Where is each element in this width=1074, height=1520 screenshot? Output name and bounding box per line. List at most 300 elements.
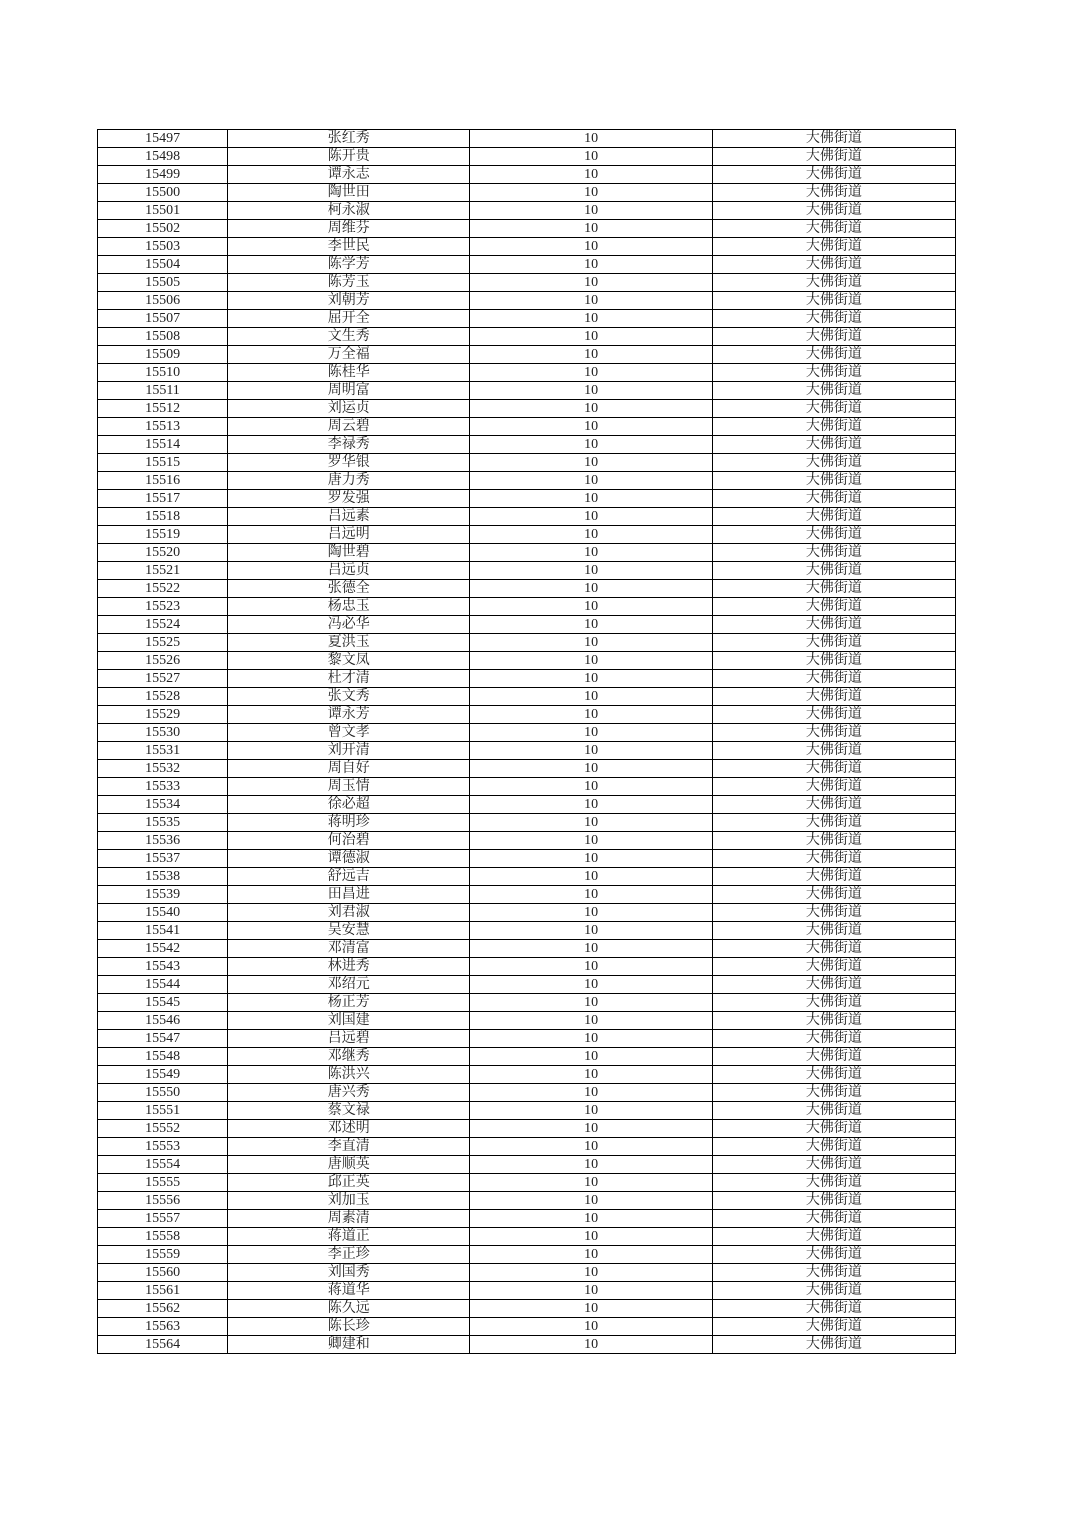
- name-cell: 文生秀: [228, 328, 470, 346]
- table-row: [98, 886, 956, 904]
- table-row: [98, 940, 956, 958]
- street-cell: 大佛街道: [712, 688, 955, 706]
- street-cell: 大佛街道: [712, 382, 955, 400]
- amount-cell: 10: [470, 382, 712, 400]
- name-cell: 蒋道华: [228, 1282, 470, 1300]
- street-cell: 大佛街道: [712, 364, 955, 382]
- row-number-cell: 15520: [98, 544, 228, 562]
- street-cell: 大佛街道: [712, 1192, 955, 1210]
- table-row: [98, 1210, 956, 1228]
- row-number-cell: 15533: [98, 778, 228, 796]
- name-cell: 陈洪兴: [228, 1066, 470, 1084]
- table-row: [98, 472, 956, 490]
- name-cell: 刘国秀: [228, 1264, 470, 1282]
- street-cell: 大佛街道: [712, 1156, 955, 1174]
- row-number-cell: 15554: [98, 1156, 228, 1174]
- street-cell: 大佛街道: [712, 958, 955, 976]
- table-row: [98, 814, 956, 832]
- table-row: [98, 508, 956, 526]
- amount-cell: 10: [470, 1120, 712, 1138]
- street-cell: 大佛街道: [712, 238, 955, 256]
- street-cell: 大佛街道: [712, 1102, 955, 1120]
- name-cell: 蔡文禄: [228, 1102, 470, 1120]
- street-cell: 大佛街道: [712, 706, 955, 724]
- name-cell: 李世民: [228, 238, 470, 256]
- amount-cell: 10: [470, 346, 712, 364]
- table-row: [98, 616, 956, 634]
- amount-cell: 10: [470, 436, 712, 454]
- street-cell: 大佛街道: [712, 346, 955, 364]
- amount-cell: 10: [470, 418, 712, 436]
- row-number-cell: 15511: [98, 382, 228, 400]
- street-cell: 大佛街道: [712, 148, 955, 166]
- row-number-cell: 15551: [98, 1102, 228, 1120]
- name-cell: 刘朝芳: [228, 292, 470, 310]
- table-row: [98, 904, 956, 922]
- name-cell: 杜才清: [228, 670, 470, 688]
- street-cell: 大佛街道: [712, 166, 955, 184]
- row-number-cell: 15507: [98, 310, 228, 328]
- row-number-cell: 15512: [98, 400, 228, 418]
- name-cell: 罗华银: [228, 454, 470, 472]
- row-number-cell: 15556: [98, 1192, 228, 1210]
- table-row: [98, 652, 956, 670]
- name-cell: 曾文孝: [228, 724, 470, 742]
- table-row: [98, 1030, 956, 1048]
- name-cell: 卿建和: [228, 1336, 470, 1354]
- street-cell: 大佛街道: [712, 436, 955, 454]
- name-cell: 唐力秀: [228, 472, 470, 490]
- row-number-cell: 15555: [98, 1174, 228, 1192]
- street-cell: 大佛街道: [712, 976, 955, 994]
- street-cell: 大佛街道: [712, 328, 955, 346]
- table-row: [98, 490, 956, 508]
- table-row: [98, 1174, 956, 1192]
- street-cell: 大佛街道: [712, 1120, 955, 1138]
- street-cell: 大佛街道: [712, 760, 955, 778]
- row-number-cell: 15521: [98, 562, 228, 580]
- row-number-cell: 15510: [98, 364, 228, 382]
- name-cell: 陈开贵: [228, 148, 470, 166]
- table-row: [98, 922, 956, 940]
- amount-cell: 10: [470, 886, 712, 904]
- amount-cell: 10: [470, 1300, 712, 1318]
- amount-cell: 10: [470, 940, 712, 958]
- name-cell: 周素清: [228, 1210, 470, 1228]
- street-cell: 大佛街道: [712, 256, 955, 274]
- name-cell: 冯必华: [228, 616, 470, 634]
- row-number-cell: 15559: [98, 1246, 228, 1264]
- table-row: [98, 526, 956, 544]
- name-cell: 徐必超: [228, 796, 470, 814]
- table-row: [98, 256, 956, 274]
- table-row: [98, 832, 956, 850]
- name-cell: 夏洪玉: [228, 634, 470, 652]
- street-cell: 大佛街道: [712, 1336, 955, 1354]
- name-cell: 张德全: [228, 580, 470, 598]
- row-number-cell: 15517: [98, 490, 228, 508]
- name-cell: 陈桂华: [228, 364, 470, 382]
- street-cell: 大佛街道: [712, 796, 955, 814]
- street-cell: 大佛街道: [712, 220, 955, 238]
- name-cell: 刘运贞: [228, 400, 470, 418]
- table-row: [98, 310, 956, 328]
- street-cell: 大佛街道: [712, 1066, 955, 1084]
- table-row: [98, 1102, 956, 1120]
- street-cell: 大佛街道: [712, 130, 955, 148]
- row-number-cell: 15519: [98, 526, 228, 544]
- table-row: [98, 202, 956, 220]
- name-cell: 柯永淑: [228, 202, 470, 220]
- street-cell: 大佛街道: [712, 832, 955, 850]
- name-cell: 周云碧: [228, 418, 470, 436]
- amount-cell: 10: [470, 760, 712, 778]
- street-cell: 大佛街道: [712, 1300, 955, 1318]
- table-row: [98, 364, 956, 382]
- amount-cell: 10: [470, 652, 712, 670]
- amount-cell: 10: [470, 220, 712, 238]
- row-number-cell: 15515: [98, 454, 228, 472]
- name-cell: 刘君淑: [228, 904, 470, 922]
- name-cell: 刘加玉: [228, 1192, 470, 1210]
- row-number-cell: 15547: [98, 1030, 228, 1048]
- amount-cell: 10: [470, 1012, 712, 1030]
- row-number-cell: 15546: [98, 1012, 228, 1030]
- street-cell: 大佛街道: [712, 544, 955, 562]
- amount-cell: 10: [470, 562, 712, 580]
- amount-cell: 10: [470, 850, 712, 868]
- amount-cell: 10: [470, 796, 712, 814]
- street-cell: 大佛街道: [712, 778, 955, 796]
- table-row: [98, 1264, 956, 1282]
- amount-cell: 10: [470, 544, 712, 562]
- street-cell: 大佛街道: [712, 274, 955, 292]
- row-number-cell: 15564: [98, 1336, 228, 1354]
- street-cell: 大佛街道: [712, 1012, 955, 1030]
- amount-cell: 10: [470, 508, 712, 526]
- table-row: [98, 850, 956, 868]
- amount-cell: 10: [470, 328, 712, 346]
- street-cell: 大佛街道: [712, 652, 955, 670]
- amount-cell: 10: [470, 634, 712, 652]
- amount-cell: 10: [470, 472, 712, 490]
- name-cell: 邓清富: [228, 940, 470, 958]
- name-cell: 张文秀: [228, 688, 470, 706]
- row-number-cell: 15536: [98, 832, 228, 850]
- row-number-cell: 15508: [98, 328, 228, 346]
- table-row: [98, 274, 956, 292]
- street-cell: 大佛街道: [712, 454, 955, 472]
- table-row: [98, 1228, 956, 1246]
- amount-cell: 10: [470, 580, 712, 598]
- row-number-cell: 15544: [98, 976, 228, 994]
- street-cell: 大佛街道: [712, 292, 955, 310]
- row-number-cell: 15514: [98, 436, 228, 454]
- table-row: [98, 706, 956, 724]
- row-number-cell: 15548: [98, 1048, 228, 1066]
- table-row: [98, 292, 956, 310]
- street-cell: 大佛街道: [712, 724, 955, 742]
- amount-cell: 10: [470, 1048, 712, 1066]
- name-cell: 吕远明: [228, 526, 470, 544]
- table-row: [98, 220, 956, 238]
- name-cell: 杨正芳: [228, 994, 470, 1012]
- table-row: [98, 1012, 956, 1030]
- name-cell: 陶世碧: [228, 544, 470, 562]
- amount-cell: 10: [470, 1102, 712, 1120]
- street-cell: 大佛街道: [712, 202, 955, 220]
- name-cell: 吴安慧: [228, 922, 470, 940]
- table-row: [98, 1084, 956, 1102]
- name-cell: 李禄秀: [228, 436, 470, 454]
- street-cell: 大佛街道: [712, 490, 955, 508]
- row-number-cell: 15539: [98, 886, 228, 904]
- street-cell: 大佛街道: [712, 850, 955, 868]
- table-row: [98, 1048, 956, 1066]
- row-number-cell: 15553: [98, 1138, 228, 1156]
- street-cell: 大佛街道: [712, 184, 955, 202]
- amount-cell: 10: [470, 1264, 712, 1282]
- row-number-cell: 15505: [98, 274, 228, 292]
- amount-cell: 10: [470, 904, 712, 922]
- row-number-cell: 15563: [98, 1318, 228, 1336]
- street-cell: 大佛街道: [712, 1048, 955, 1066]
- amount-cell: 10: [470, 490, 712, 508]
- street-cell: 大佛街道: [712, 418, 955, 436]
- street-cell: 大佛街道: [712, 1264, 955, 1282]
- name-cell: 周玉情: [228, 778, 470, 796]
- row-number-cell: 15527: [98, 670, 228, 688]
- row-number-cell: 15504: [98, 256, 228, 274]
- street-cell: 大佛街道: [712, 1246, 955, 1264]
- amount-cell: 10: [470, 1336, 712, 1354]
- table-row: [98, 958, 956, 976]
- row-number-cell: 15557: [98, 1210, 228, 1228]
- street-cell: 大佛街道: [712, 1030, 955, 1048]
- street-cell: 大佛街道: [712, 886, 955, 904]
- street-cell: 大佛街道: [712, 670, 955, 688]
- table-row: [98, 1138, 956, 1156]
- row-number-cell: 15513: [98, 418, 228, 436]
- row-number-cell: 15499: [98, 166, 228, 184]
- amount-cell: 10: [470, 922, 712, 940]
- table-row: [98, 760, 956, 778]
- name-cell: 李正珍: [228, 1246, 470, 1264]
- name-cell: 邓绍元: [228, 976, 470, 994]
- row-number-cell: 15542: [98, 940, 228, 958]
- row-number-cell: 15516: [98, 472, 228, 490]
- amount-cell: 10: [470, 1210, 712, 1228]
- row-number-cell: 15535: [98, 814, 228, 832]
- amount-cell: 10: [470, 364, 712, 382]
- amount-cell: 10: [470, 688, 712, 706]
- table-row: [98, 1120, 956, 1138]
- name-cell: 陈长珍: [228, 1318, 470, 1336]
- name-cell: 吕远贞: [228, 562, 470, 580]
- amount-cell: 10: [470, 1246, 712, 1264]
- row-number-cell: 15540: [98, 904, 228, 922]
- amount-cell: 10: [470, 1084, 712, 1102]
- amount-cell: 10: [470, 706, 712, 724]
- street-cell: 大佛街道: [712, 508, 955, 526]
- amount-cell: 10: [470, 238, 712, 256]
- table-row: [98, 1336, 956, 1354]
- name-cell: 万全福: [228, 346, 470, 364]
- street-cell: 大佛街道: [712, 634, 955, 652]
- table-row: [98, 1282, 956, 1300]
- name-cell: 吕远碧: [228, 1030, 470, 1048]
- amount-cell: 10: [470, 292, 712, 310]
- name-cell: 刘国建: [228, 1012, 470, 1030]
- row-number-cell: 15550: [98, 1084, 228, 1102]
- street-cell: 大佛街道: [712, 526, 955, 544]
- amount-cell: 10: [470, 130, 712, 148]
- name-cell: 谭德淑: [228, 850, 470, 868]
- amount-cell: 10: [470, 1192, 712, 1210]
- amount-cell: 10: [470, 742, 712, 760]
- row-number-cell: 15526: [98, 652, 228, 670]
- name-cell: 唐顺英: [228, 1156, 470, 1174]
- table-row: [98, 544, 956, 562]
- amount-cell: 10: [470, 958, 712, 976]
- street-cell: 大佛街道: [712, 616, 955, 634]
- name-cell: 陈芳玉: [228, 274, 470, 292]
- name-cell: 吕远素: [228, 508, 470, 526]
- amount-cell: 10: [470, 1228, 712, 1246]
- row-number-cell: 15532: [98, 760, 228, 778]
- amount-cell: 10: [470, 994, 712, 1012]
- street-cell: 大佛街道: [712, 994, 955, 1012]
- table-row: [98, 454, 956, 472]
- amount-cell: 10: [470, 526, 712, 544]
- amount-cell: 10: [470, 400, 712, 418]
- amount-cell: 10: [470, 1030, 712, 1048]
- table-row: [98, 1066, 956, 1084]
- table-row: [98, 778, 956, 796]
- name-cell: 邓继秀: [228, 1048, 470, 1066]
- street-cell: 大佛街道: [712, 922, 955, 940]
- table-row: [98, 166, 956, 184]
- row-number-cell: 15518: [98, 508, 228, 526]
- amount-cell: 10: [470, 1282, 712, 1300]
- table-row: [98, 418, 956, 436]
- name-cell: 陈久远: [228, 1300, 470, 1318]
- name-cell: 何治碧: [228, 832, 470, 850]
- amount-cell: 10: [470, 274, 712, 292]
- table-row: [98, 1300, 956, 1318]
- table-row: [98, 1246, 956, 1264]
- row-number-cell: 15562: [98, 1300, 228, 1318]
- name-cell: 林进秀: [228, 958, 470, 976]
- row-number-cell: 15549: [98, 1066, 228, 1084]
- street-cell: 大佛街道: [712, 1138, 955, 1156]
- name-cell: 邱正英: [228, 1174, 470, 1192]
- amount-cell: 10: [470, 976, 712, 994]
- row-number-cell: 15502: [98, 220, 228, 238]
- row-number-cell: 15522: [98, 580, 228, 598]
- table-row: [98, 796, 956, 814]
- table-row: [98, 238, 956, 256]
- name-cell: 周自好: [228, 760, 470, 778]
- name-cell: 蒋道正: [228, 1228, 470, 1246]
- amount-cell: 10: [470, 454, 712, 472]
- row-number-cell: 15506: [98, 292, 228, 310]
- table-row: [98, 598, 956, 616]
- amount-cell: 10: [470, 778, 712, 796]
- street-cell: 大佛街道: [712, 1228, 955, 1246]
- table-row: [98, 742, 956, 760]
- table-row: [98, 688, 956, 706]
- street-cell: 大佛街道: [712, 1318, 955, 1336]
- street-cell: 大佛街道: [712, 580, 955, 598]
- amount-cell: 10: [470, 1138, 712, 1156]
- table-row: [98, 868, 956, 886]
- name-cell: 蒋明珍: [228, 814, 470, 832]
- amount-cell: 10: [470, 868, 712, 886]
- street-cell: 大佛街道: [712, 472, 955, 490]
- amount-cell: 10: [470, 148, 712, 166]
- row-number-cell: 15509: [98, 346, 228, 364]
- roster-body: [98, 130, 956, 1354]
- name-cell: 李直清: [228, 1138, 470, 1156]
- row-number-cell: 15524: [98, 616, 228, 634]
- row-number-cell: 15534: [98, 796, 228, 814]
- row-number-cell: 15529: [98, 706, 228, 724]
- name-cell: 舒远吉: [228, 868, 470, 886]
- amount-cell: 10: [470, 598, 712, 616]
- table-row: [98, 400, 956, 418]
- table-row: [98, 1156, 956, 1174]
- table-row: [98, 1318, 956, 1336]
- street-cell: 大佛街道: [712, 904, 955, 922]
- name-cell: 陈学芳: [228, 256, 470, 274]
- street-cell: 大佛街道: [712, 1084, 955, 1102]
- amount-cell: 10: [470, 670, 712, 688]
- row-number-cell: 15525: [98, 634, 228, 652]
- name-cell: 杨忠玉: [228, 598, 470, 616]
- name-cell: 唐兴秀: [228, 1084, 470, 1102]
- table-row: [98, 976, 956, 994]
- table-row: [98, 346, 956, 364]
- row-number-cell: 15530: [98, 724, 228, 742]
- row-number-cell: 15552: [98, 1120, 228, 1138]
- name-cell: 张红秀: [228, 130, 470, 148]
- street-cell: 大佛街道: [712, 814, 955, 832]
- row-number-cell: 15558: [98, 1228, 228, 1246]
- amount-cell: 10: [470, 814, 712, 832]
- table-row: [98, 130, 956, 148]
- street-cell: 大佛街道: [712, 562, 955, 580]
- row-number-cell: 15528: [98, 688, 228, 706]
- table-row: [98, 328, 956, 346]
- row-number-cell: 15500: [98, 184, 228, 202]
- row-number-cell: 15501: [98, 202, 228, 220]
- row-number-cell: 15503: [98, 238, 228, 256]
- table-row: [98, 994, 956, 1012]
- row-number-cell: 15561: [98, 1282, 228, 1300]
- row-number-cell: 15531: [98, 742, 228, 760]
- row-number-cell: 15498: [98, 148, 228, 166]
- amount-cell: 10: [470, 1066, 712, 1084]
- table-row: [98, 580, 956, 598]
- table-row: [98, 1192, 956, 1210]
- row-number-cell: 15497: [98, 130, 228, 148]
- amount-cell: 10: [470, 184, 712, 202]
- street-cell: 大佛街道: [712, 742, 955, 760]
- street-cell: 大佛街道: [712, 310, 955, 328]
- amount-cell: 10: [470, 832, 712, 850]
- amount-cell: 10: [470, 1318, 712, 1336]
